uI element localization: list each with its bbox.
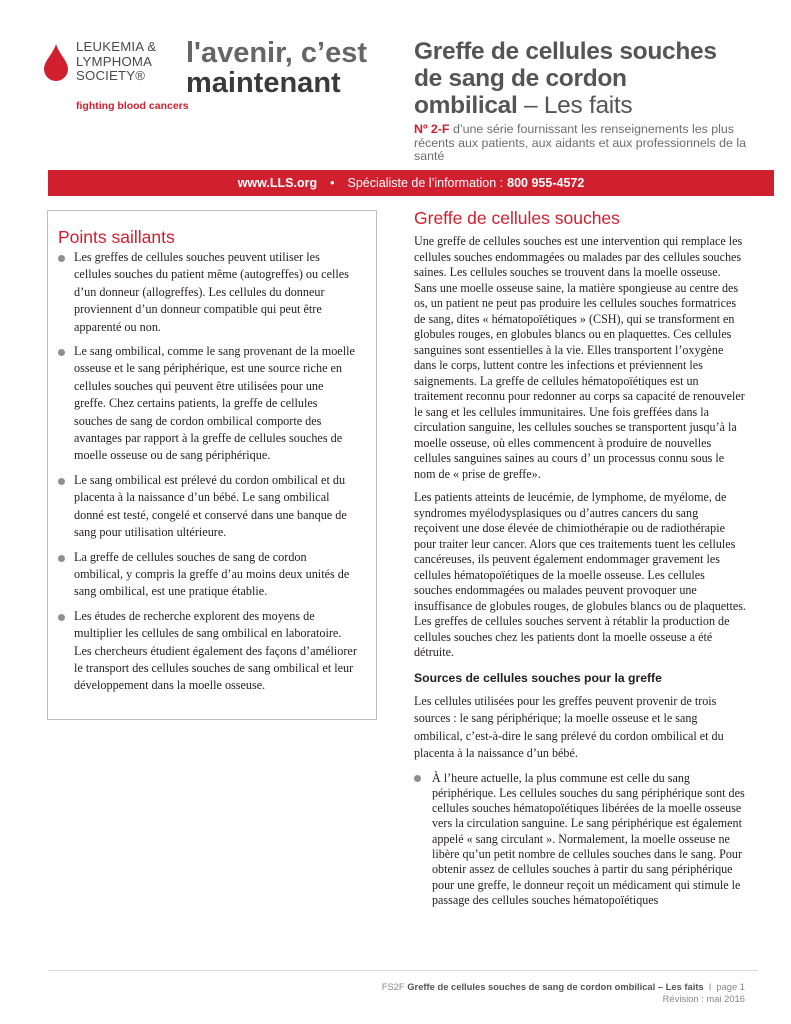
title-light: – Les faits xyxy=(517,92,633,119)
list-item xyxy=(414,771,746,909)
list-item xyxy=(58,608,358,695)
banner-separator: • xyxy=(330,176,335,190)
slogan-line: l'avenir, c’est xyxy=(186,37,368,69)
series-description xyxy=(414,123,754,164)
bullet-icon xyxy=(58,555,65,562)
revision-date: Révision : mai 2016 xyxy=(662,993,745,1004)
title-line: Greffe de cellules souches xyxy=(414,38,717,65)
slogan-line: maintenant xyxy=(186,67,341,99)
title-line xyxy=(414,92,759,119)
slogan xyxy=(186,38,367,98)
bullet-icon xyxy=(414,775,421,782)
list-item-text: Le sang ombilical est prélevé du cordon ombilical et du placenta à la naissance d’un bébé. Le sang ombilical donné est testé, congelé et conservé dans une banque de sang pour utilisation ultérieure. xyxy=(74,472,347,540)
list-item-text: À l’heure actuelle, la plus commune est celle du sang périphérique. Les cellules souches du sang périphérique sont des cellules souches hématopoïétiques libérées de la moelle osseuse vers la circulation sanguine. Le sang périphérique est également appelé « sang circulant ». Normalement, la moelle osseuse ne libère qu’un petit nombre de cellules souches dans le sang. Pour obtenir assez de cellules souches à partir du sang périphérique pour une greffe, le donneur reçoit un médicament qui stimule le passage des cellules souches hématopoïétiques xyxy=(432,770,745,907)
bullet-icon xyxy=(58,255,65,262)
contact-banner xyxy=(48,170,774,196)
logo-line: LYMPHOMA xyxy=(76,53,153,69)
body-paragraph: Les cellules utilisées pour les greffes peuvent provenir de trois sources : le sang périphérique; la moelle osseuse et le sang ombilical, c’est-à-dire le sang prélevé du cordon ombilical et du placenta à la naissance d’un bébé. xyxy=(414,693,724,760)
footer-code: FS2F xyxy=(381,981,405,992)
logo-wordmark xyxy=(76,40,156,84)
list-item-text: Les études de recherche explorent des moyens de multiplier les cellules de sang ombilical en laboratoire. Les chercheurs étudient également des façons d’améliorer le transport des cellules souches de sang ombilical et leur développement dans la moelle osseuse. xyxy=(74,608,357,693)
bullet-icon xyxy=(58,614,65,621)
website-link[interactable]: www.LLS.org xyxy=(237,176,318,190)
list-item-text: La greffe de cellules souches de sang de cordon ombilical, y compris la greffe d’au moins deux unités de sang ombilical, est une pratique établie. xyxy=(74,549,350,599)
body-paragraph: Les patients atteints de leucémie, de lymphome, de myélome, de syndromes myélodysplasiques ou d’autres cancers du sang reçoivent une dose élevée de chimiothérapie ou de radiothérapie pour traiter leur cancer. Alors que ces traitements tuent les cellules cancéreuses, ils peuvent également endommager gravement les cellules hématopoïétiques de la moelle osseuse. Les cellules souches endommagées ou malades peuvent provoquer une insuffisance de globules rouges, de globules blancs ou de plaquettes. Les greffes de cellules souches servent à rétablir la production de cellules souches chez les patients dont la moelle osseuse a été détruite. xyxy=(414,490,746,659)
main-column xyxy=(414,208,746,908)
body-paragraph: Une greffe de cellules souches est une intervention qui remplace les cellules souches endommagées ou malades par des cellules souches saines. Les cellules souches se trouvent dans la moelle osseuse. Sans une moelle osseuse saine, la matière spongieuse au centre des os, un patient ne peut pas produire les cellules souches formatrices de sang, dites « hématopoïétiques » (CSH), qui se transforment en globules rouges, en globules blancs ou en plaquettes. Ces cellules sanguines sont essentielles à la vie. Elles transportent l’oxygène dans le corps, luttent contre les infections et préviennent les saignements. La greffe de cellules hématopoïétiques est un traitement reconnu pour redonner au corps sa capacité de renouveler le sang et les cellules immunitaires. Une fois greffées dans la circulation sanguine, les cellules souches se transportent jusqu’à la moelle osseuse, où elles commencent à produire de nouvelles cellules sanguines saines au cours d’ un processus connu sous le nom de « prise de greffe». xyxy=(414,234,745,481)
title-bold: ombilical xyxy=(414,92,518,119)
list-item xyxy=(58,472,358,542)
logo-tagline: fighting blood cancers xyxy=(76,100,189,112)
footer xyxy=(382,981,745,1005)
sub-heading: Sources de cellules souches pour la greffe xyxy=(414,670,662,685)
section-heading: Greffe de cellules souches xyxy=(414,208,620,228)
logo-line: LEUKEMIA & xyxy=(76,39,157,54)
logo-line: SOCIETY® xyxy=(76,68,146,83)
footer-title-line xyxy=(382,981,745,993)
page-title xyxy=(414,38,759,119)
list-item xyxy=(58,343,358,465)
sources-list xyxy=(414,771,746,909)
bullet-icon xyxy=(58,349,65,356)
info-label: Spécialiste de l’information : xyxy=(347,176,504,190)
title-line: de sang de cordon xyxy=(414,65,627,92)
footer-separator: I xyxy=(708,981,712,992)
blood-drop-icon xyxy=(42,42,70,82)
highlights-heading: Points saillants xyxy=(58,227,175,247)
highlights-box xyxy=(47,210,377,720)
list-item xyxy=(58,249,358,336)
list-item xyxy=(58,549,358,601)
series-code: Nº 2-F xyxy=(414,122,450,136)
phone-number[interactable]: 800 955-4572 xyxy=(507,176,585,190)
list-item-text: Le sang ombilical, comme le sang provenant de la moelle osseuse et le sang périphérique, est une source riche en cellules souches qui peuvent être utilisées pour une greffe. Chez certains patients, la greffe de cellules souches de sang de cordon ombilical comporte des avantages par rapport à la greffe de cellules souches de moelle osseuse ou de sang périphérique. xyxy=(74,344,355,463)
page-number: page 1 xyxy=(716,981,745,992)
list-item-text: Les greffes de cellules souches peuvent utiliser les cellules souches du patient même (autogreffes) ou celles d’un donneur (allogreffes). Les cellules du donneur proviennent d’un donneur compatible qui peut être apparenté ou non. xyxy=(74,250,349,334)
series-text: d’une série fournissant les renseignements les plus récents aux patients, aux aidants et aux professionnels de la santé xyxy=(414,122,747,164)
lls-logo xyxy=(42,38,189,118)
bullet-icon xyxy=(58,478,65,485)
highlights-list xyxy=(58,249,358,702)
footer-divider xyxy=(48,970,758,971)
footer-title: Greffe de cellules souches de sang de cordon ombilical – Les faits xyxy=(407,981,704,992)
